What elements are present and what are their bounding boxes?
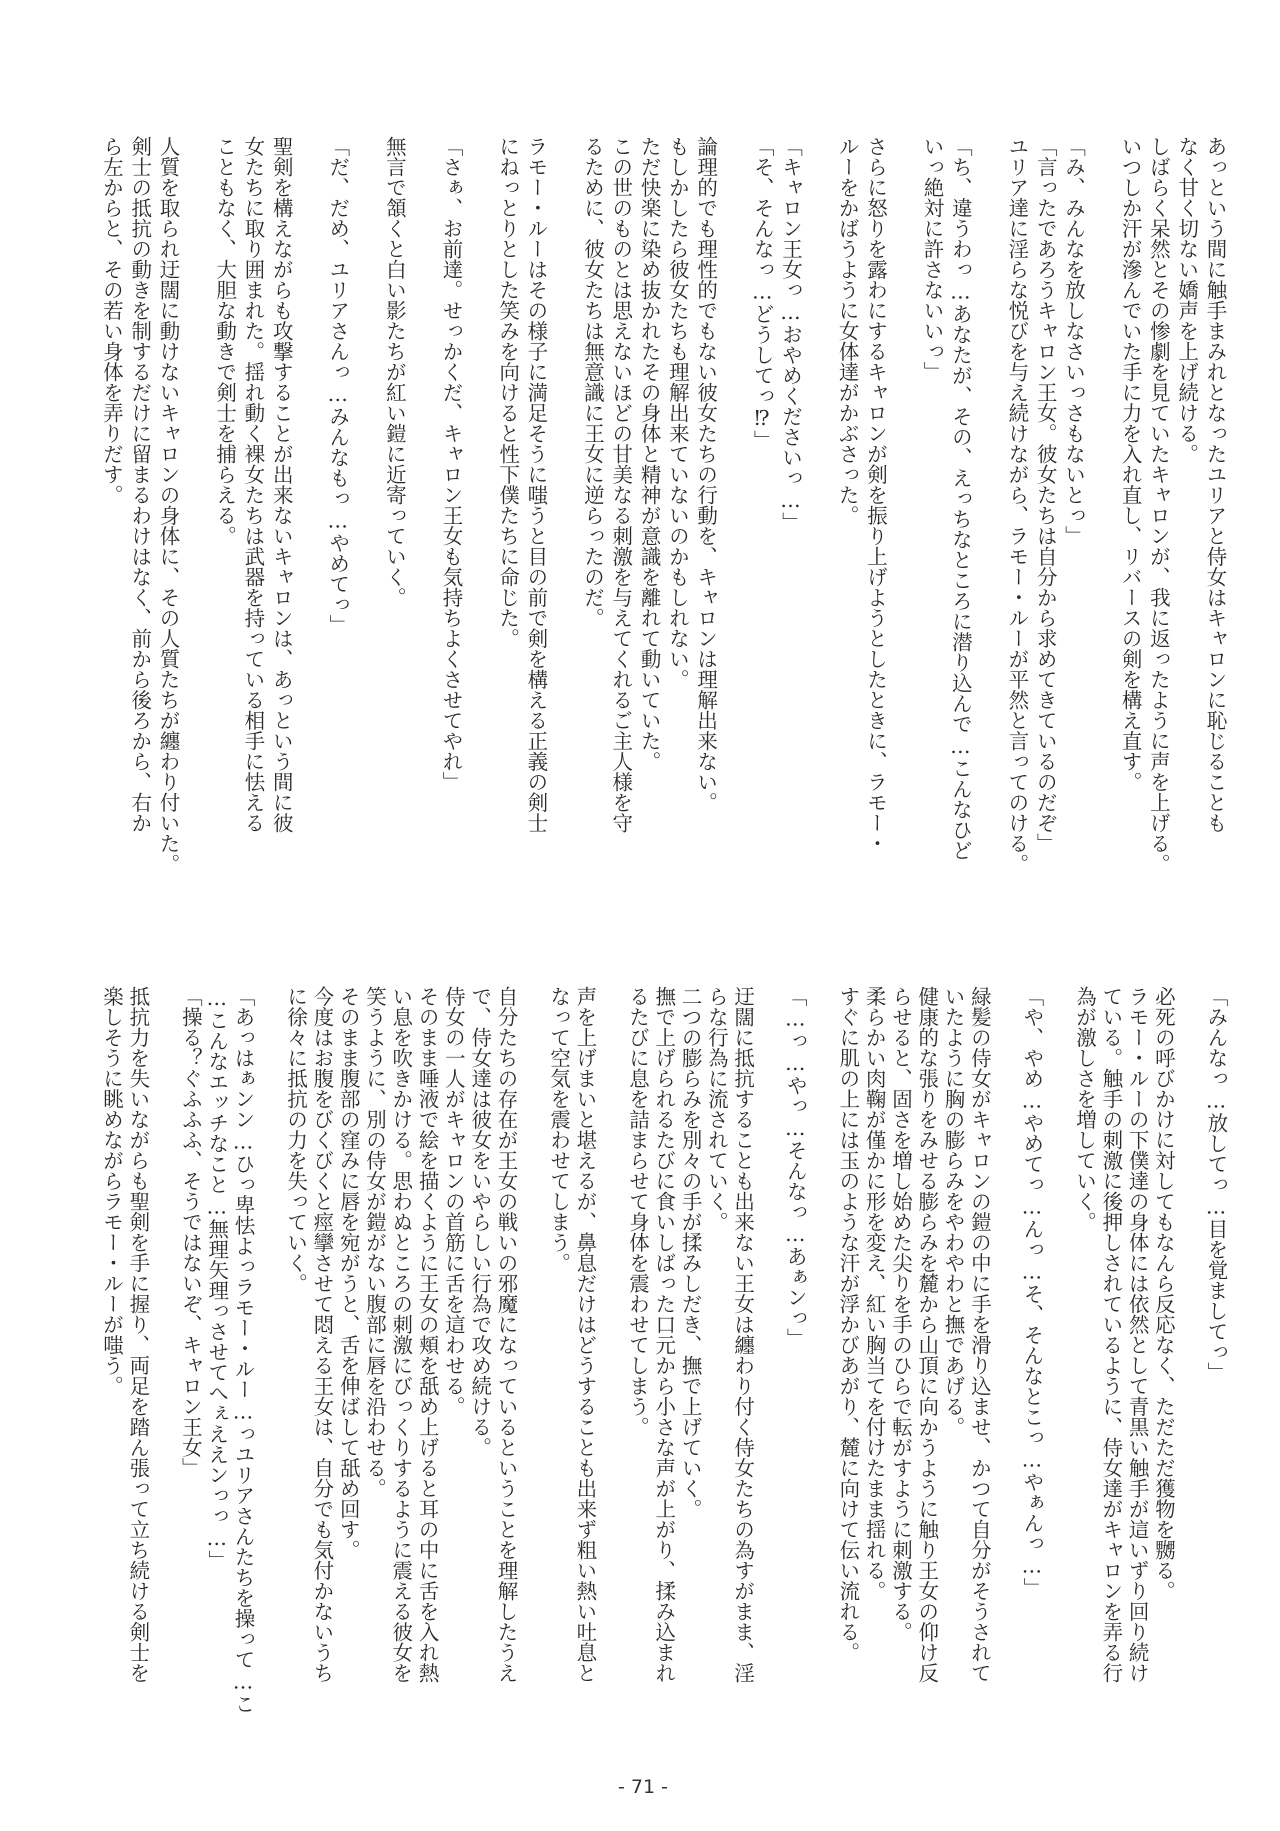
text-line xyxy=(974,136,1002,841)
page-number: - 71 - xyxy=(618,1776,668,1798)
text-line xyxy=(889,136,917,841)
text-line: 「さぁ、お前達。せっかくだ、キャロン王女も気持ちよくさせてやれ」 xyxy=(438,136,463,792)
text-line: こともなく、大胆な動きで剣士を捕らえる。 xyxy=(212,136,237,546)
text-line: 聖剣を構えながらも攻撃することが出来ないキャロンは、あっという間に彼 xyxy=(269,136,294,833)
text-line: らせると、固さを増し始めた尖りを手のひらで転がすように刺激する。 xyxy=(888,986,913,1642)
text-line: 二つの膨らみを別々の手が揉みしだき、撫で上げていく。 xyxy=(678,986,703,1519)
text-line xyxy=(1045,986,1071,1676)
text-line: に徐々に抵抗の力を失っていく。 xyxy=(283,986,308,1294)
text-line: 為が激しさを増していく。 xyxy=(1072,986,1097,1232)
text-line: 「そ、そんなっ…どうしてっ⁉」 xyxy=(750,136,775,451)
text-line: さらに怒りを露わにするキャロンが剣を振り上げようとしたときに、ラモー・ xyxy=(863,136,888,854)
text-line: 剣士の抵抗の動きを制するだけに留まるわけはなく、前から後ろから、右か xyxy=(127,136,152,833)
text-line: ラモー・ルーはその様子に満足そうに嗤うと目の前で剣を構える正義の剣士 xyxy=(523,136,548,833)
text-line: すぐに肌の上には玉のような汗が浮かびあがり、麓に向けて伝い流れる。 xyxy=(835,986,860,1663)
text-line: 人質を取られ迂闊に動けないキャロンの身体に、その人質たちが纏わり付いた。 xyxy=(156,136,181,874)
text-line xyxy=(808,986,834,1676)
text-line: 緑髪の侍女がキャロンの鎧の中に手を滑り込ませ、かつて自分がそうされて xyxy=(967,986,992,1683)
text-line xyxy=(295,136,323,841)
text-line: …こんなエッチなこと…無理矢理っさせてへぇええンっっ…」 xyxy=(204,986,229,1571)
text-line: で、侍女達は彼女をいやらしい行為で攻め続ける。 xyxy=(467,986,492,1458)
text-line: 必死の呼びかけに対してもなんら反応なく、ただただ獲物を嬲る。 xyxy=(1151,986,1176,1601)
text-line: この世のものとは思えないほどの甘美なる刺激を与えてくれるご主人様を守 xyxy=(608,136,633,833)
text-line: 「操る？ぐふふふ、そうではないぞ、キャロン王女」 xyxy=(178,986,203,1478)
text-line xyxy=(151,986,177,1676)
text-line: らな行為に流されていく。 xyxy=(704,986,729,1232)
text-line: いつしか汗が滲んでいた手に力を入れ直し、リバースの剣を構え直す。 xyxy=(1118,136,1143,792)
text-line: ルーをかばうように女体達がかぶさった。 xyxy=(835,136,860,526)
text-line: るたびに息を詰まらせて身体を震わせてしまう。 xyxy=(625,986,650,1437)
text-line: いたように胸の膨らみをやわやわと撫であげる。 xyxy=(941,986,966,1437)
text-line: 「…っ…やっ…そんなっ…あぁンっ」 xyxy=(783,986,808,1349)
text-line: そのまま腹部の窪みに唇を宛がうと、舌を伸ばして舐め回す。 xyxy=(336,986,361,1560)
text-line: 「あっはぁンン…ひっ卑怯よっラモー・ルー…っユリアさんたちを操って…こ xyxy=(231,986,256,1714)
text-line: 「ち、違うわっ…あなたが、その、えっちなところに潜り込んで…こんなひど xyxy=(948,136,973,861)
text-line: 「言ったであろうキャロン王女。彼女たちは自分から求めてきているのだぞ」 xyxy=(1033,136,1058,854)
text-line: い息を吹きかける。思わぬところの刺激にびっくりするように震える彼女を xyxy=(388,986,413,1683)
text-line: ただ快楽に染め抜かれたその身体と精神が意識を離れて動いていた。 xyxy=(637,136,662,772)
text-block-lower xyxy=(98,986,1229,1714)
text-line: 自分たちの存在が王女の戦いの邪魔になっているということを理解したうえ xyxy=(493,986,518,1683)
text-line: 「みんなっ…放してっ…目を覚ましてっ」 xyxy=(1204,986,1228,1383)
text-line xyxy=(756,986,782,1676)
text-line xyxy=(465,136,493,841)
text-line xyxy=(1088,136,1116,841)
text-line: 「や、やめ…やめてっ…んっ…そ、そんなとこっ…やぁんっ…」 xyxy=(1019,986,1044,1598)
text-line: なって空気を震わせてしまう。 xyxy=(546,986,571,1273)
text-line: ら左からと、その若い身体を弄りだす。 xyxy=(99,136,124,505)
text-line: 迂闊に抵抗することも出来ない王女は纏わり付く侍女たちの為すがまま、淫 xyxy=(730,986,755,1683)
text-line xyxy=(598,986,624,1676)
text-line: 無言で頷くと白い影たちが紅い鎧に近寄っていく。 xyxy=(382,136,407,608)
text-line xyxy=(408,136,436,841)
text-line: 論理的でも理性的でもない彼女たちの行動を、キャロンは理解出来ない。 xyxy=(693,136,718,813)
text-line: いっ絶対に許さないいっ」 xyxy=(920,136,945,382)
text-line: 「キャロン王女っ…おやめくださいっ…」 xyxy=(778,136,803,533)
text-line: なく甘く切ない嬌声を上げ続ける。 xyxy=(1174,136,1199,464)
text-line: 撫で上げられるたびに食いしばった口元から小さな声が上がり、揉み込まれ xyxy=(651,986,676,1683)
text-line: にねっとりとした笑みを向けると性下僕たちに命じた。 xyxy=(495,136,520,649)
text-line: あっという間に触手まみれとなったユリアと侍女はキャロンに恥じることも xyxy=(1203,136,1227,833)
text-line xyxy=(550,136,578,841)
text-line: ユリア達に淫らな悦びを与え続けながら、ラモー・ルーが平然と言ってのける。 xyxy=(1004,136,1029,874)
text-line: ラモー・ルーの下僕達の身体には依然として青黒い触手が這いずり回り続け xyxy=(1125,986,1150,1683)
text-line: 柔らかい肉鞠が僅かに形を変え、紅い胸当てを付けたまま揺れる。 xyxy=(862,986,887,1601)
text-line xyxy=(805,136,833,841)
text-line: しばらく呆然とその惨劇を見ていたキャロンが、我に返ったように声を上げる。 xyxy=(1146,136,1171,874)
text-line: るために、彼女たちは無意識に王女に逆らったのだ。 xyxy=(580,136,605,628)
text-line xyxy=(720,136,748,841)
text-line: もしかしたら彼女たちも理解出来ていないのかもしれない。 xyxy=(665,136,690,690)
text-line: 侍女の一人がキャロンの首筋に舌を這わせる。 xyxy=(441,986,466,1417)
text-line: 「だ、だめ、ユリアさんっ…みんなもっ…やめてっ」 xyxy=(325,136,350,635)
text-line: 女たちに取り囲まれた。揺れ動く裸女たちは武器を持っている相手に怯える xyxy=(240,136,265,833)
text-line xyxy=(519,986,545,1676)
text-line: 楽しそうに眺めながらラモー・ルーが嗤う。 xyxy=(99,986,124,1396)
text-line: 声を上げまいと堪えるが、鼻息だけはどうすることも出来ず粗い熱い吐息と xyxy=(572,986,597,1683)
text-line: 「み、みんなを放しなさいっさもないとっ」 xyxy=(1061,136,1086,546)
text-line xyxy=(182,136,210,841)
text-block-upper xyxy=(97,136,1229,874)
text-line: 今度はお腹をびくびくと痙攣させて悶える王女は、自分でも気付かないうち xyxy=(309,986,334,1683)
text-line: 健康的な張りをみせる膨らみを麓から山頂に向かうように触り王女の仰け反 xyxy=(914,986,939,1683)
text-line xyxy=(256,986,282,1676)
text-line: ている。触手の刺激に後押しされているように、侍女達がキャロンを弄る行 xyxy=(1098,986,1123,1683)
text-line xyxy=(352,136,380,841)
text-line xyxy=(992,986,1018,1676)
text-line: そのまま唾液で絵を描くように王女の頬を舐め上げると耳の中に舌を入れ熱 xyxy=(415,986,440,1683)
text-line xyxy=(1176,986,1202,1676)
text-line: 抵抗力を失いながらも聖剣を手に握り、両足を踏ん張って立ち続ける剣士を xyxy=(125,986,150,1683)
text-line: 笑うように、別の侍女が鎧がない腹部に唇を沿わせる。 xyxy=(362,986,387,1499)
